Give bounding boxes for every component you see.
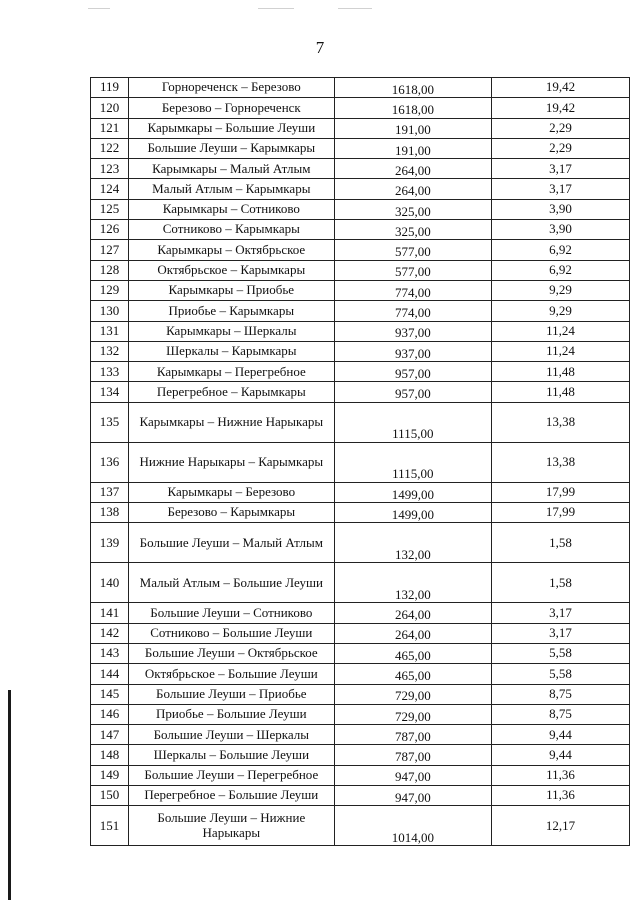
row-number: 131: [91, 321, 129, 341]
table-row: [91, 806, 630, 846]
fare-cell: 11,24: [491, 341, 629, 361]
route-cell: Большие Леуши – Сотниково: [128, 603, 334, 623]
row-number: 144: [91, 664, 129, 684]
route-cell: Карымкары – Малый Атлым: [128, 159, 334, 179]
route-cell: Приобье – Карымкары: [128, 301, 334, 321]
row-number: 128: [91, 260, 129, 280]
route-cell: Сотниково – Большие Леуши: [128, 623, 334, 643]
table-row: [91, 643, 630, 663]
distance-cell: 1618,00: [334, 78, 491, 98]
table-row: [91, 786, 630, 806]
route-cell: Карымкары – Большие Леуши: [128, 118, 334, 138]
fare-cell: 17,99: [491, 503, 629, 523]
row-number: 139: [91, 523, 129, 563]
row-number: 142: [91, 623, 129, 643]
route-cell: Большие Леуши – Перегребное: [128, 765, 334, 785]
fare-cell: 2,29: [491, 138, 629, 158]
fare-cell: 11,48: [491, 362, 629, 382]
fare-table: [90, 77, 630, 846]
route-cell: Большие Леуши – Малый Атлым: [128, 523, 334, 563]
table-row: [91, 362, 630, 382]
row-number: 136: [91, 442, 129, 482]
table-row: [91, 98, 630, 118]
table-row: [91, 745, 630, 765]
table-row: [91, 503, 630, 523]
distance-cell: 577,00: [334, 240, 491, 260]
route-cell: Большие Леуши – Октябрьское: [128, 643, 334, 663]
distance-cell: 1014,00: [334, 806, 491, 846]
scan-artifact: [88, 8, 110, 9]
distance-cell: 787,00: [334, 725, 491, 745]
distance-cell: 465,00: [334, 643, 491, 663]
table-row: [91, 402, 630, 442]
route-cell: Перегребное – Карымкары: [128, 382, 334, 402]
table-row: [91, 301, 630, 321]
table-row: [91, 684, 630, 704]
fare-cell: 17,99: [491, 482, 629, 502]
fare-cell: 5,58: [491, 643, 629, 663]
distance-cell: 774,00: [334, 301, 491, 321]
route-cell: Октябрьское – Большие Леуши: [128, 664, 334, 684]
distance-cell: 132,00: [334, 563, 491, 603]
table-row: [91, 220, 630, 240]
table-row: [91, 765, 630, 785]
distance-cell: 937,00: [334, 341, 491, 361]
distance-cell: 325,00: [334, 199, 491, 219]
distance-cell: 577,00: [334, 260, 491, 280]
fare-cell: 3,17: [491, 603, 629, 623]
fare-table-body: [91, 78, 630, 846]
table-row: [91, 199, 630, 219]
table-row: [91, 523, 630, 563]
route-cell: Большие Леуши – Нижние Нарыкары: [128, 806, 334, 846]
fare-cell: 8,75: [491, 704, 629, 724]
table-row: [91, 482, 630, 502]
fare-cell: 19,42: [491, 98, 629, 118]
fare-cell: 11,24: [491, 321, 629, 341]
distance-cell: 264,00: [334, 159, 491, 179]
row-number: 147: [91, 725, 129, 745]
row-number: 140: [91, 563, 129, 603]
row-number: 129: [91, 280, 129, 300]
route-cell: Шеркалы – Большие Леуши: [128, 745, 334, 765]
route-cell: Приобье – Большие Леуши: [128, 704, 334, 724]
row-number: 137: [91, 482, 129, 502]
table-row: [91, 159, 630, 179]
fare-cell: 11,36: [491, 765, 629, 785]
distance-cell: 264,00: [334, 623, 491, 643]
row-number: 134: [91, 382, 129, 402]
fare-cell: 9,44: [491, 725, 629, 745]
fare-cell: 3,90: [491, 220, 629, 240]
fare-cell: 12,17: [491, 806, 629, 846]
fare-cell: 8,75: [491, 684, 629, 704]
fare-cell: 1,58: [491, 563, 629, 603]
row-number: 123: [91, 159, 129, 179]
row-number: 132: [91, 341, 129, 361]
distance-cell: 947,00: [334, 765, 491, 785]
distance-cell: 729,00: [334, 684, 491, 704]
table-row: [91, 563, 630, 603]
fare-cell: 3,17: [491, 179, 629, 199]
fare-cell: 3,90: [491, 199, 629, 219]
table-row: [91, 280, 630, 300]
table-row: [91, 664, 630, 684]
row-number: 148: [91, 745, 129, 765]
table-row: [91, 118, 630, 138]
fare-cell: 2,29: [491, 118, 629, 138]
fare-cell: 13,38: [491, 442, 629, 482]
distance-cell: 132,00: [334, 523, 491, 563]
distance-cell: 947,00: [334, 786, 491, 806]
distance-cell: 1115,00: [334, 442, 491, 482]
fare-cell: 3,17: [491, 623, 629, 643]
route-cell: Шеркалы – Карымкары: [128, 341, 334, 361]
row-number: 125: [91, 199, 129, 219]
row-number: 149: [91, 765, 129, 785]
table-row: [91, 341, 630, 361]
table-row: [91, 138, 630, 158]
distance-cell: 1115,00: [334, 402, 491, 442]
route-cell: Карымкары – Приобье: [128, 280, 334, 300]
row-number: 130: [91, 301, 129, 321]
fare-cell: 6,92: [491, 260, 629, 280]
distance-cell: 264,00: [334, 179, 491, 199]
route-cell: Большие Леуши – Карымкары: [128, 138, 334, 158]
route-cell: Большие Леуши – Приобье: [128, 684, 334, 704]
fare-cell: 19,42: [491, 78, 629, 98]
distance-cell: 465,00: [334, 664, 491, 684]
fare-cell: 1,58: [491, 523, 629, 563]
table-row: [91, 240, 630, 260]
distance-cell: 774,00: [334, 280, 491, 300]
route-cell: Карымкары – Нижние Нарыкары: [128, 402, 334, 442]
route-cell: Березово – Карымкары: [128, 503, 334, 523]
route-cell: Карымкары – Шеркалы: [128, 321, 334, 341]
row-number: 120: [91, 98, 129, 118]
route-cell: Малый Атлым – Карымкары: [128, 179, 334, 199]
row-number: 135: [91, 402, 129, 442]
distance-cell: 1499,00: [334, 503, 491, 523]
table-row: [91, 78, 630, 98]
table-row: [91, 260, 630, 280]
row-number: 124: [91, 179, 129, 199]
row-number: 138: [91, 503, 129, 523]
fare-cell: 3,17: [491, 159, 629, 179]
route-cell: Карымкары – Березово: [128, 482, 334, 502]
route-cell: Березово – Горнореченск: [128, 98, 334, 118]
fare-cell: 9,44: [491, 745, 629, 765]
fare-cell: 11,36: [491, 786, 629, 806]
table-row: [91, 623, 630, 643]
row-number: 121: [91, 118, 129, 138]
distance-cell: 264,00: [334, 603, 491, 623]
row-number: 151: [91, 806, 129, 846]
fare-cell: 13,38: [491, 402, 629, 442]
distance-cell: 787,00: [334, 745, 491, 765]
route-cell: Нижние Нарыкары – Карымкары: [128, 442, 334, 482]
row-number: 141: [91, 603, 129, 623]
scan-artifact: [338, 8, 372, 9]
table-row: [91, 321, 630, 341]
table-row: [91, 442, 630, 482]
table-row: [91, 382, 630, 402]
route-cell: Карымкары – Перегребное: [128, 362, 334, 382]
route-cell: Карымкары – Октябрьское: [128, 240, 334, 260]
row-number: 145: [91, 684, 129, 704]
fare-cell: 11,48: [491, 382, 629, 402]
row-number: 143: [91, 643, 129, 663]
row-number: 146: [91, 704, 129, 724]
fare-cell: 5,58: [491, 664, 629, 684]
route-cell: Сотниково – Карымкары: [128, 220, 334, 240]
table-row: [91, 704, 630, 724]
distance-cell: 1618,00: [334, 98, 491, 118]
row-number: 127: [91, 240, 129, 260]
distance-cell: 729,00: [334, 704, 491, 724]
distance-cell: 1499,00: [334, 482, 491, 502]
route-cell: Октябрьское – Карымкары: [128, 260, 334, 280]
distance-cell: 191,00: [334, 138, 491, 158]
row-number: 150: [91, 786, 129, 806]
distance-cell: 957,00: [334, 382, 491, 402]
row-number: 126: [91, 220, 129, 240]
distance-cell: 957,00: [334, 362, 491, 382]
route-cell: Малый Атлым – Большие Леуши: [128, 563, 334, 603]
distance-cell: 937,00: [334, 321, 491, 341]
table-row: [91, 603, 630, 623]
table-row: [91, 725, 630, 745]
distance-cell: 325,00: [334, 220, 491, 240]
row-number: 122: [91, 138, 129, 158]
row-number: 119: [91, 78, 129, 98]
route-cell: Горнореченск – Березово: [128, 78, 334, 98]
fare-cell: 6,92: [491, 240, 629, 260]
route-cell: Перегребное – Большие Леуши: [128, 786, 334, 806]
fare-cell: 9,29: [491, 280, 629, 300]
row-number: 133: [91, 362, 129, 382]
scan-artifact: [258, 8, 294, 9]
page-number: 7: [315, 38, 325, 57]
table-row: [91, 179, 630, 199]
route-cell: Большие Леуши – Шеркалы: [128, 725, 334, 745]
distance-cell: 191,00: [334, 118, 491, 138]
fare-cell: 9,29: [491, 301, 629, 321]
scan-margin-bar: [8, 690, 11, 900]
route-cell: Карымкары – Сотниково: [128, 199, 334, 219]
